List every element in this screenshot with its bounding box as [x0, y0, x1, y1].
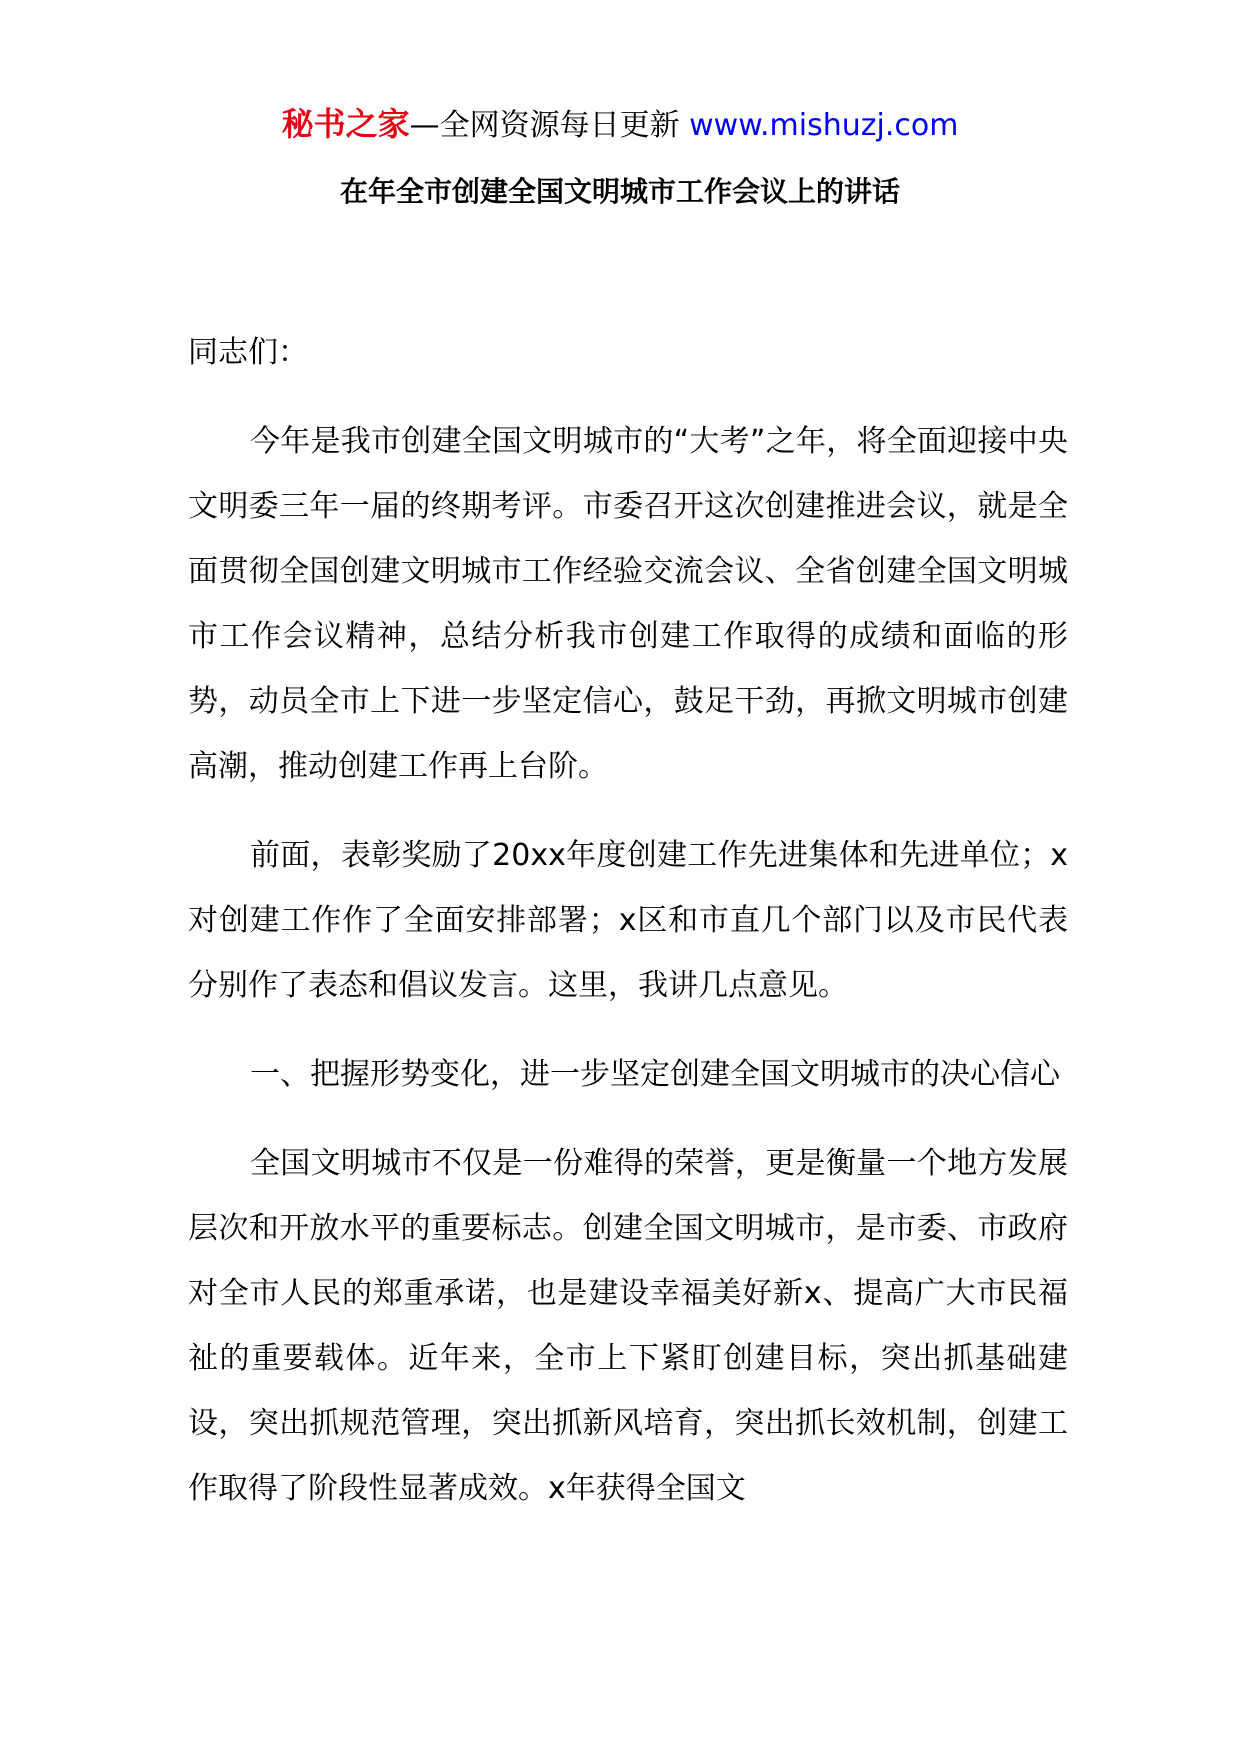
paragraph: 全国文明城市不仅是一份难得的荣誉，更是衡量一个地方发展层次和开放水平的重要标志。创建全国文明城市，是市委、市政府对全市人民的郑重承诺，也是建设幸福美好新x、提高广大市民福祉的重要载体。近年来，全市上下紧盯创建目标，突出抓基础建设，突出抓规范管理，突出抓新风培育，突出抓长效机制，创建工作取得了阶段性显著成效。x年获得全国文 [188, 1146, 1068, 1506]
paragraph: 今年是我市创建全国文明城市的“大考”之年，将全面迎接中央文明委三年一届的终期考评。市委召开这次创建推进会议，就是全面贯彻全国创建文明城市工作经验交流会议、全省创建全国文明城市工作会议精神，总结分析我市创建工作取得的成绩和面临的形势，动员全市上下进一步坚定信心，鼓足干劲，再掀文明城市创建高潮，推动创建工作再上台阶。 [188, 424, 1068, 784]
section-heading: 一、把握形势变化，进一步坚定创建全国文明城市的决心信心 [250, 1057, 1060, 1092]
site-header [0, 98, 1240, 152]
paragraph: 前面，表彰奖励了20xx年度创建工作先进集体和先进单位；x对创建工作作了全面安排部署；x区和市直几个部门以及市民代表分别作了表态和倡议发言。这里，我讲几点意见。 [188, 838, 1068, 1003]
brand-name: 秘书之家 [281, 105, 410, 143]
site-url-link[interactable]: www.mishuzj.com [689, 108, 959, 143]
document-title: 在年全市创建全国文明城市工作会议上的讲话 [339, 175, 900, 208]
header-slogan: —全网资源每日更新 [409, 108, 690, 143]
document-body [188, 320, 1068, 1521]
salutation: 同志们： [188, 335, 308, 370]
